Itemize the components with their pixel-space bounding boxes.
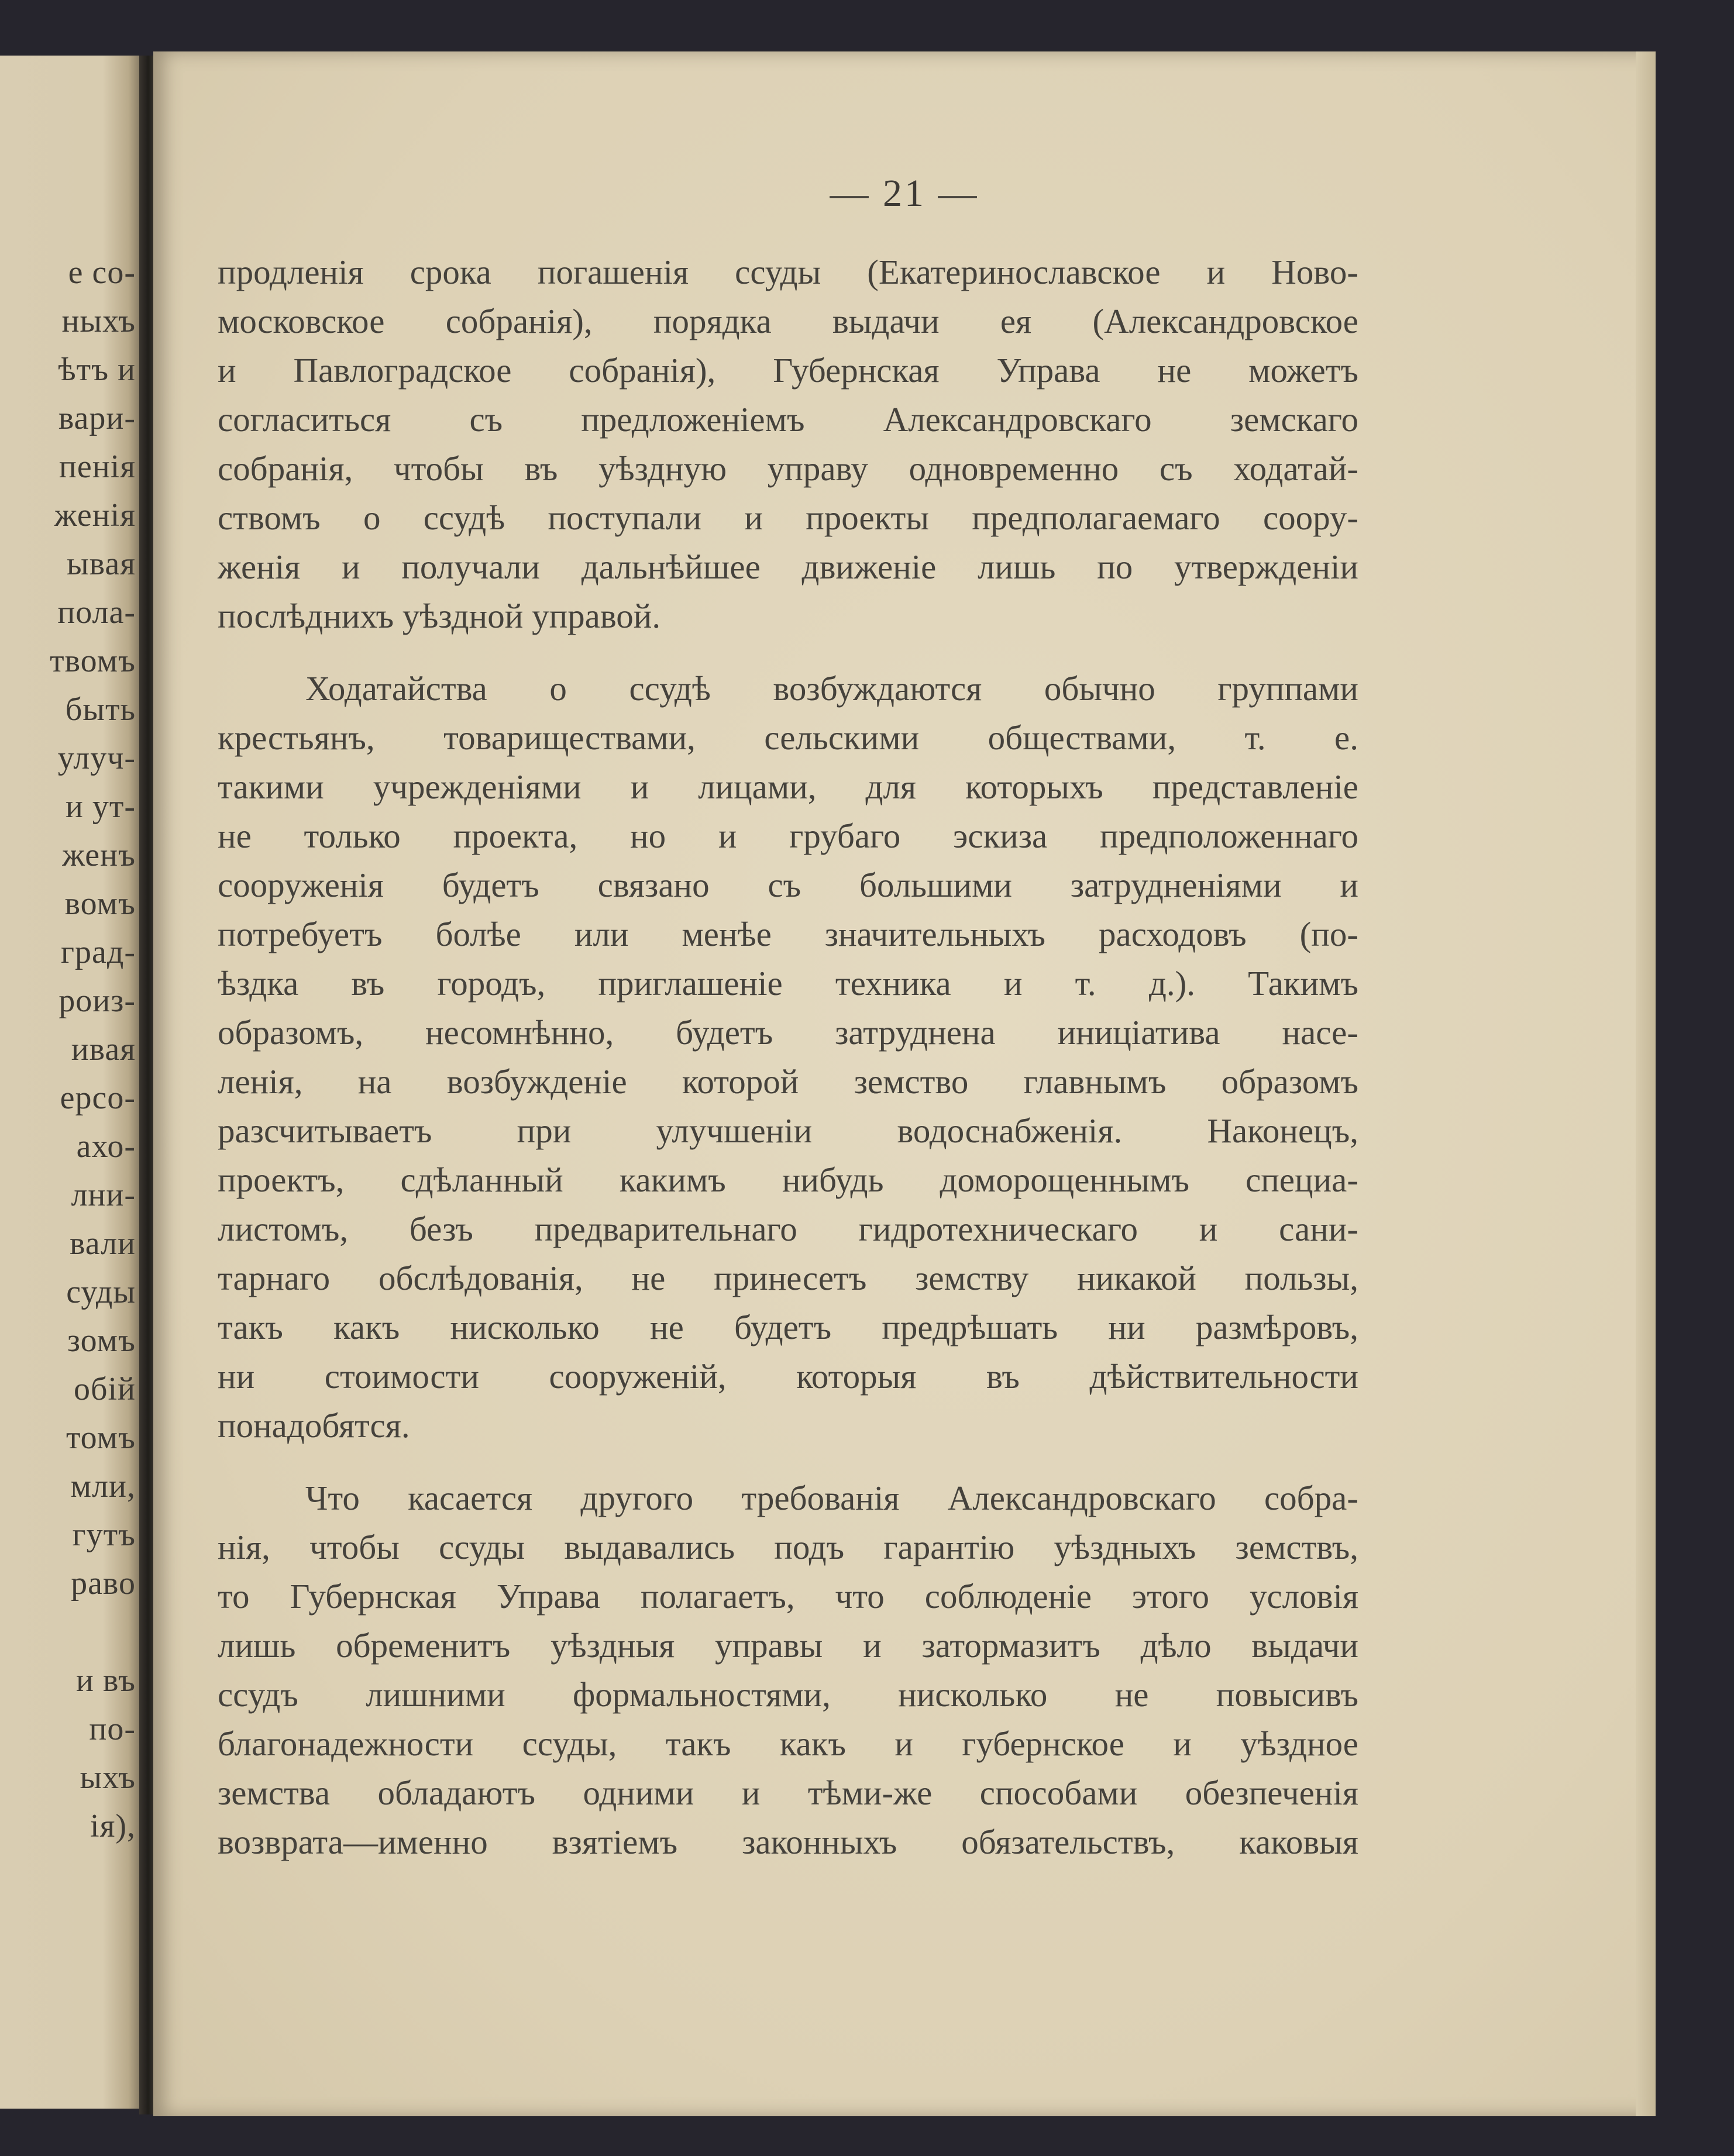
left-line: быть: [65, 691, 136, 728]
text-line: земства обладаютъ одними и тѣми-же способами обезпеченія: [218, 1773, 1358, 1812]
left-line: женія: [54, 497, 136, 533]
text-line: московское собранія), порядка выдачи ея (Александровское: [218, 302, 1358, 340]
text-line: тарнаго обслѣдованія, не принесетъ земству никакой пользы,: [218, 1259, 1358, 1297]
text-line: разсчитываетъ при улучшеніи водоснабженія. Наконецъ,: [218, 1111, 1358, 1150]
page-edge: [1636, 51, 1656, 2116]
text-line: понадобятся.: [218, 1406, 410, 1445]
text-line: лишь обременитъ уѣздныя управы и затормазитъ дѣло выдачи: [218, 1626, 1358, 1665]
text-line: такъ какъ нисколько не будетъ предрѣшать ни размѣровъ,: [218, 1308, 1358, 1346]
left-line: твомъ: [50, 643, 136, 679]
left-line: обій: [73, 1371, 136, 1407]
left-line: ія),: [90, 1808, 136, 1844]
page-body: [218, 247, 1358, 1866]
text-line: ѣздка въ городъ, приглашеніе техника и т. д.). Такимъ: [218, 964, 1358, 1003]
page-number: — 21 —: [830, 172, 979, 215]
left-facing-page: [0, 56, 146, 2109]
text-line: собранія, чтобы въ уѣздную управу одновременно съ ходатай-: [218, 449, 1358, 488]
left-line: томъ: [66, 1420, 136, 1456]
text-line: ленія, на возбужденіе которой земство главнымъ образомъ: [218, 1062, 1358, 1101]
left-line: вари-: [58, 400, 136, 436]
text-line: Что касается другого требованія Александровскаго собра-: [305, 1479, 1358, 1517]
left-line: ныхъ: [61, 303, 136, 339]
text-line: проектъ, сдѣланный какимъ нибудь доморощеннымъ специа-: [218, 1160, 1358, 1199]
text-line: ссудъ лишними формальностями, нисколько не повысивъ: [218, 1675, 1358, 1714]
left-line: ѣтъ и: [58, 352, 136, 388]
left-line: роиз-: [59, 983, 136, 1019]
left-line: вомъ: [64, 886, 136, 922]
left-line: гутъ: [72, 1517, 136, 1553]
left-line: вали: [70, 1225, 136, 1262]
text-line: благонадежности ссуды, такъ какъ и губернское и уѣздное: [218, 1724, 1358, 1763]
left-line: суды: [66, 1274, 136, 1310]
left-page-text: [0, 249, 136, 1851]
left-line: ерсо-: [60, 1080, 136, 1116]
book-page: [153, 51, 1656, 2116]
text-line: продленія срока погашенія ссуды (Екатеринославское и Ново-: [218, 253, 1358, 291]
left-line: и въ: [76, 1662, 136, 1699]
left-line: по-: [89, 1711, 136, 1747]
text-line: потребуетъ болѣе или менѣе значительныхъ расходовъ (по-: [218, 915, 1358, 953]
left-line: лни-: [71, 1177, 136, 1213]
left-line: и ут-: [65, 788, 136, 825]
text-line: не только проекта, но и грубаго эскиза предположеннаго: [218, 817, 1358, 855]
left-line: ыхъ: [80, 1759, 136, 1796]
left-line: [0, 1608, 136, 1656]
left-line: пола-: [57, 594, 136, 631]
text-line: ни стоимости сооруженій, которыя въ дѣйствительности: [218, 1357, 1358, 1396]
text-line: такими учрежденіями и лицами, для которыхъ представленіе: [218, 767, 1358, 806]
text-line: то Губернская Управа полагаетъ, что соблюденіе этого условія: [218, 1577, 1358, 1616]
text-line: Ходатайства о ссудѣ возбуждаются обычно группами: [305, 669, 1358, 708]
text-line: возврата—именно взятіемъ законныхъ обязательствъ, каковыя: [218, 1823, 1358, 1861]
paragraph: [218, 247, 1358, 640]
paragraph: [218, 1473, 1358, 1866]
paragraph: [218, 664, 1358, 1450]
left-line: улуч-: [57, 740, 136, 776]
text-line: ствомъ о ссудѣ поступали и проекты предполагаемаго соору-: [218, 498, 1358, 537]
text-line: послѣднихъ уѣздной управой.: [218, 597, 661, 635]
left-line: женъ: [62, 837, 136, 873]
left-line: град-: [61, 934, 136, 970]
text-line: согласиться съ предложеніемъ Александровскаго земскаго: [218, 400, 1358, 439]
left-line: зомъ: [67, 1322, 136, 1359]
text-line: и Павлоградское собранія), Губернская Управа не можетъ: [218, 351, 1358, 390]
left-line: мли,: [70, 1468, 136, 1504]
text-line: образомъ, несомнѣнно, будетъ затруднена иниціатива насе-: [218, 1013, 1358, 1052]
left-line: раво: [71, 1565, 136, 1601]
text-line: крестьянъ, товариществами, сельскими обществами, т. е.: [218, 718, 1358, 757]
left-line: пенія: [59, 449, 136, 485]
text-line: сооруженія будетъ связано съ большими затрудненіями и: [218, 866, 1358, 904]
text-line: женія и получали дальнѣйшее движеніе лишь по утвержденіи: [218, 547, 1358, 586]
left-line: ахо-: [76, 1128, 136, 1165]
left-line: е со-: [68, 254, 136, 291]
text-line: листомъ, безъ предварительнаго гидротехническаго и сани-: [218, 1210, 1358, 1248]
left-line: ивая: [71, 1031, 136, 1067]
text-line: нія, чтобы ссуды выдавались подъ гарантію уѣздныхъ земствъ,: [218, 1528, 1358, 1566]
left-line: ывая: [67, 546, 136, 582]
